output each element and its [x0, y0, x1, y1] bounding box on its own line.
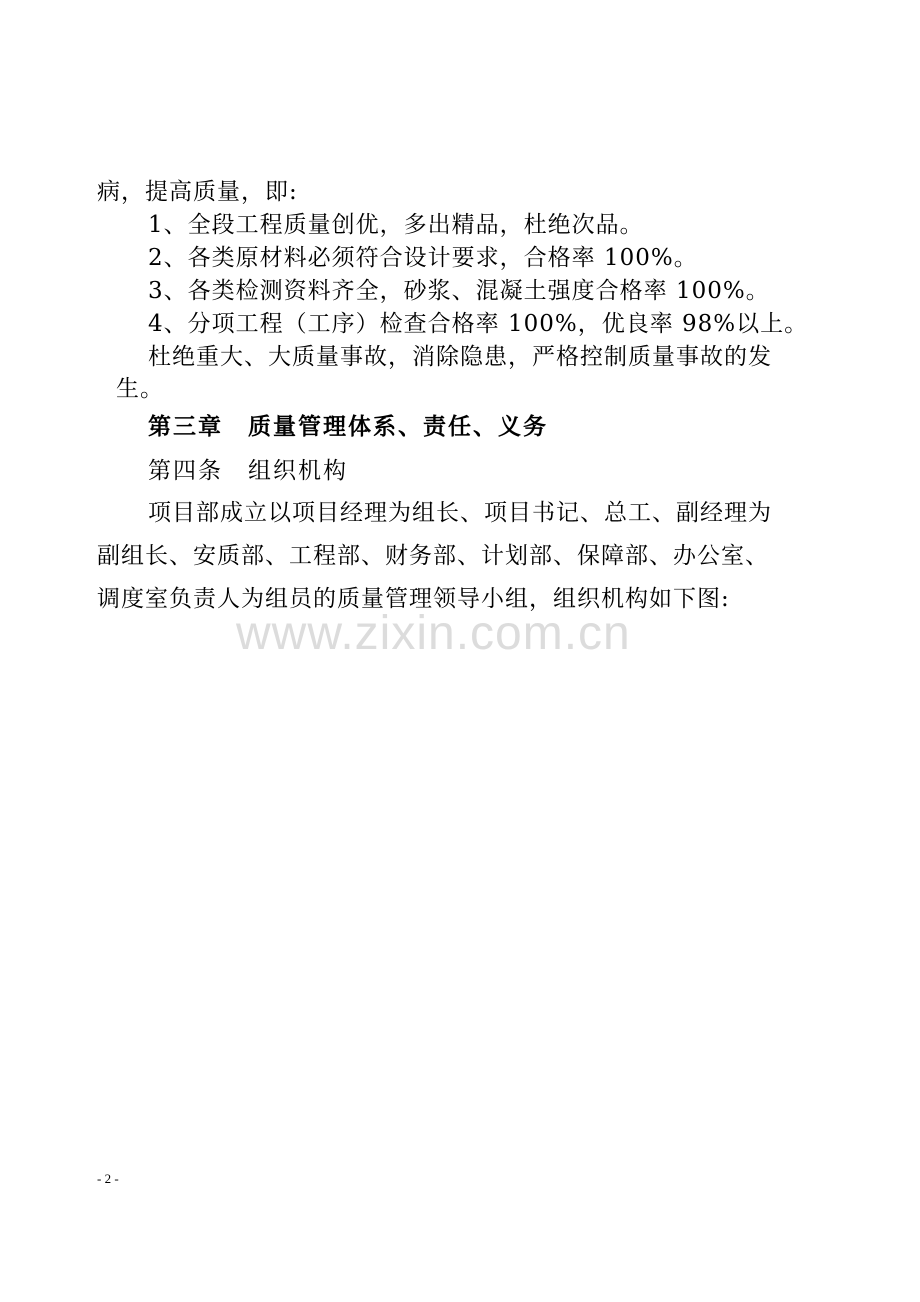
watermark: www.zixin.com.cn	[236, 607, 631, 660]
chapter-heading: 第三章 质量管理体系、责任、义务	[148, 414, 548, 440]
paragraph-line-2: 副组长、安质部、工程部、财务部、计划部、保障部、办公室、	[97, 543, 769, 569]
list-item-1: 1、全段工程质量创优，多出精品，杜绝次品。	[148, 212, 644, 238]
text-line: 杜绝重大、大质量事故，消除隐患，严格控制质量事故的发	[148, 344, 772, 370]
paragraph-line-1: 项目部成立以项目经理为组长、项目书记、总工、副经理为	[148, 500, 772, 526]
text-line-end: 生。	[116, 376, 164, 402]
list-item-3: 3、各类检测资料齐全，砂浆、混凝土强度合格率 100%。	[148, 278, 770, 304]
text-line-continuation: 病，提高质量，即:	[97, 179, 298, 205]
list-item-2: 2、各类原材料必须符合设计要求，合格率 100%。	[148, 245, 698, 271]
paragraph-line-3: 调度室负责人为组员的质量管理领导小组，组织机构如下图:	[97, 586, 730, 612]
list-item-4: 4、分项工程（工序）检查合格率 100%，优良率 98%以上。	[148, 311, 809, 337]
article-heading: 第四条 组织机构	[148, 458, 348, 484]
page-number: - 2 -	[97, 1171, 119, 1186]
